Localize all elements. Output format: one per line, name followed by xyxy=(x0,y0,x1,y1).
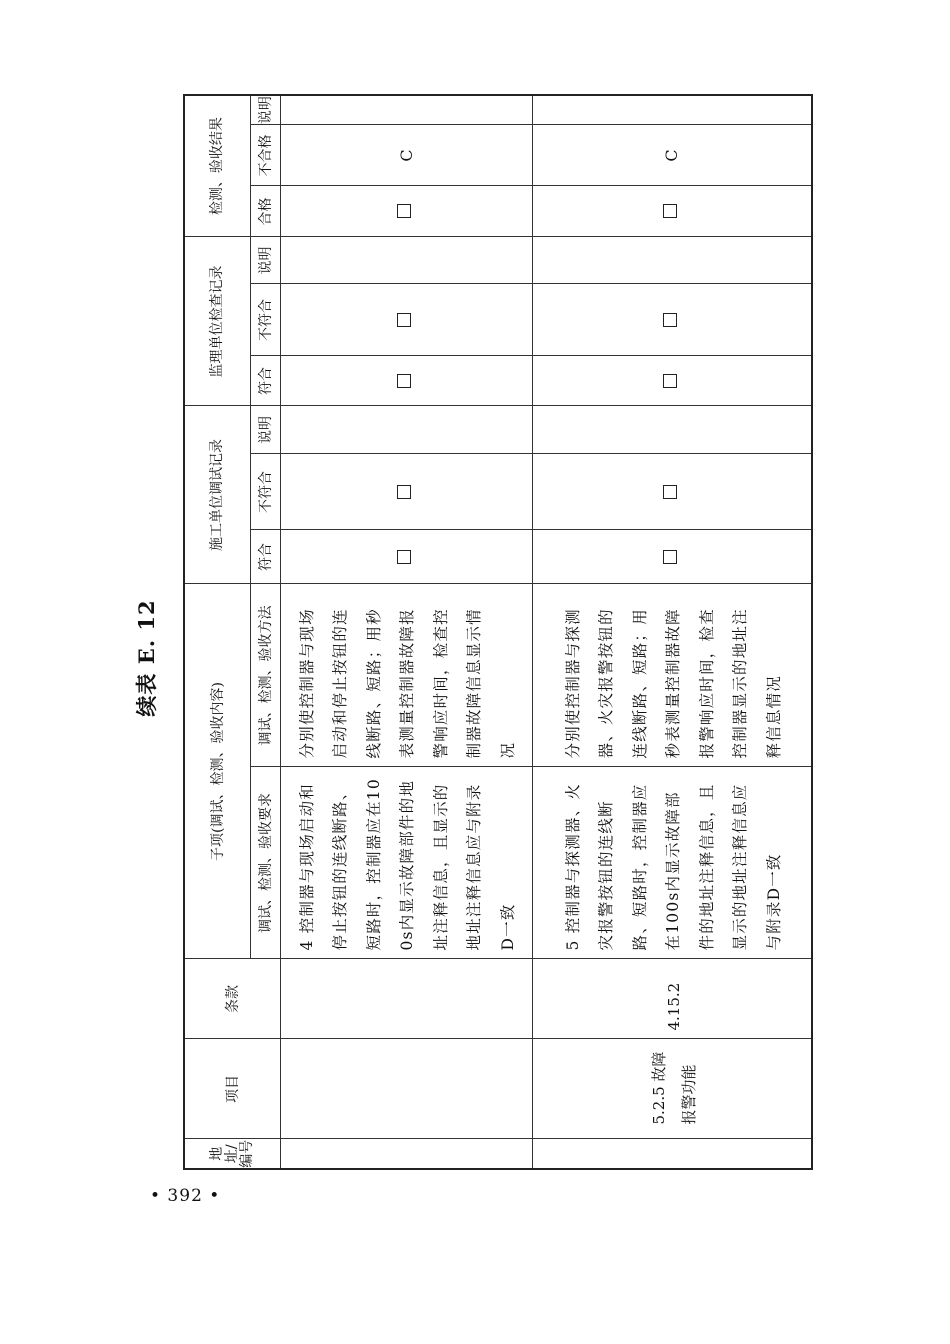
cell-method: 分别使控制器与现场启动和停止按钮的连线断路、短路；用秒表测量控制器故障报警响应时间，检查控制器故障信息显示情况 xyxy=(280,584,532,767)
header-clause: 条款 xyxy=(184,959,280,1039)
checkbox-supervision-conform[interactable] xyxy=(280,356,532,406)
header-construction-conform: 符合 xyxy=(250,530,280,584)
header-method: 调试、检测、验收方法 xyxy=(250,584,280,767)
mark-unqualified[interactable]: C xyxy=(280,125,532,186)
cell-address xyxy=(532,1139,812,1169)
cell-clause: 4.15.2 xyxy=(532,959,812,1039)
cell-address xyxy=(280,1139,532,1169)
cell-supervision-note[interactable] xyxy=(532,237,812,284)
checkbox-supervision-nonconform[interactable] xyxy=(532,284,812,356)
cell-project: 5.2.5 故障报警功能 xyxy=(532,1039,812,1139)
mark-unqualified[interactable]: C xyxy=(532,125,812,186)
cell-requirement: 4 控制器与现场启动和停止按钮的连线断路、短路时，控制器应在100s内显示故障部件的地址注释信息，且显示的地址注释信息应与附录D一致 xyxy=(280,767,532,959)
checkbox-construction-nonconform[interactable] xyxy=(280,454,532,530)
checkbox-construction-conform[interactable] xyxy=(280,530,532,584)
cell-construction-note[interactable] xyxy=(280,406,532,454)
header-construction-nonconform: 不符合 xyxy=(250,454,280,530)
header-construction-note: 说明 xyxy=(250,406,280,454)
header-subitem: 子项(调试、检测、验收内容) xyxy=(184,584,250,959)
cell-requirement: 5 控制器与探测器、火灾报警按钮的连线断路、短路时，控制器应在100s内显示故障部件的地址注释信息，且显示的地址注释信息应与附录D一致 xyxy=(532,767,812,959)
header-supervision-note: 说明 xyxy=(250,237,280,284)
header-unqualified: 不合格 xyxy=(250,125,280,186)
checkbox-construction-conform[interactable] xyxy=(532,530,812,584)
checkbox-qualified[interactable] xyxy=(280,186,532,237)
cell-result-note[interactable] xyxy=(280,95,532,125)
table-row xyxy=(280,95,532,1169)
header-supervision-conform: 符合 xyxy=(250,356,280,406)
checkbox-supervision-conform[interactable] xyxy=(532,356,812,406)
page-number: • 392 • xyxy=(150,1186,221,1206)
table-title: 续表 E. 12 xyxy=(134,599,159,717)
rotated-form-sheet xyxy=(134,96,811,1170)
checkbox-qualified[interactable] xyxy=(532,186,812,237)
acceptance-table xyxy=(183,94,813,1170)
header-requirement: 调试、检测、验收要求 xyxy=(250,767,280,959)
checkbox-supervision-nonconform[interactable] xyxy=(280,284,532,356)
checkbox-construction-nonconform[interactable] xyxy=(532,454,812,530)
header-address: 地址/编号 xyxy=(184,1139,280,1169)
header-supervision-nonconform: 不符合 xyxy=(250,284,280,356)
cell-project xyxy=(280,1039,532,1139)
header-project: 项目 xyxy=(184,1039,280,1139)
cell-method: 分别使控制器与探测器、火灾报警按钮的连线断路、短路；用秒表测量控制器故障报警响应时间，检查控制器显示的地址注释信息情况 xyxy=(532,584,812,767)
cell-clause xyxy=(280,959,532,1039)
header-result-note: 说明 xyxy=(250,95,280,125)
header-supervision: 监理单位检查记录 xyxy=(184,237,250,406)
cell-construction-note[interactable] xyxy=(532,406,812,454)
header-result: 检测、验收结果 xyxy=(184,95,250,237)
cell-supervision-note[interactable] xyxy=(280,237,532,284)
table-row xyxy=(532,95,812,1169)
header-qualified: 合格 xyxy=(250,186,280,237)
cell-result-note[interactable] xyxy=(532,95,812,125)
header-construction: 施工单位调试记录 xyxy=(184,406,250,584)
